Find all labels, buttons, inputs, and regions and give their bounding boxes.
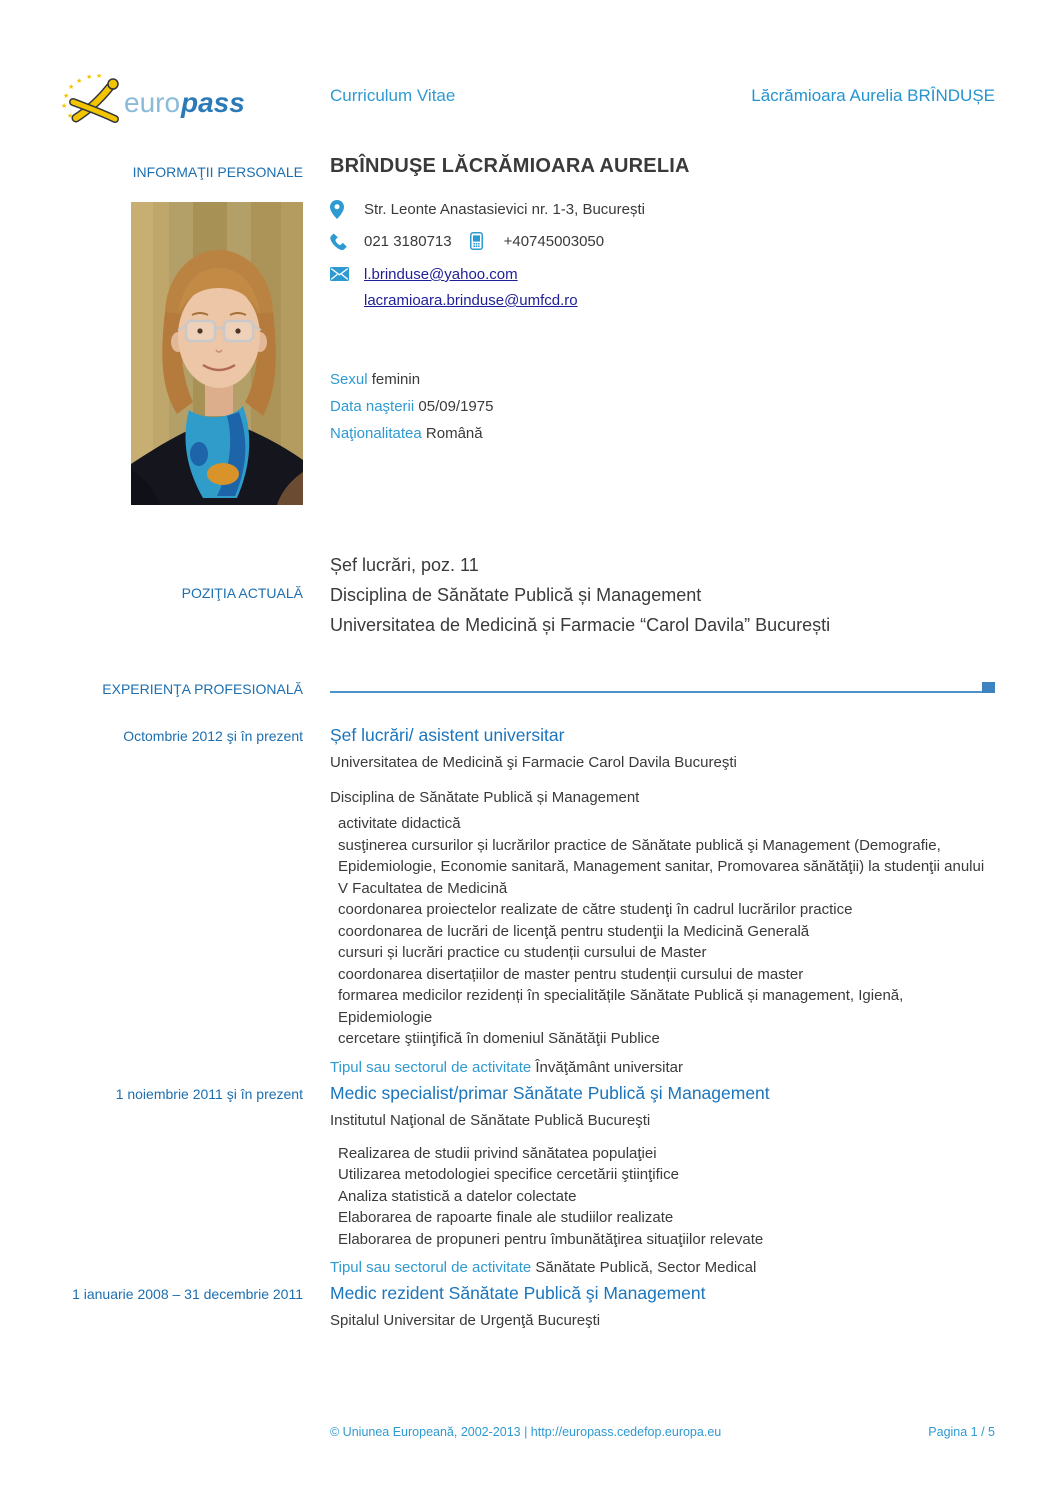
- entry-sector-row: [330, 1058, 995, 1078]
- responsibility-item: Elaborarea de propuneri pentru îmbunătăţirea situaţiilor relevate: [338, 1230, 764, 1248]
- responsibility-item: Realizarea de studii privind sănătatea populaţiei: [338, 1144, 657, 1162]
- svg-text:★: ★: [96, 74, 103, 80]
- entry-period: 1 noiembrie 2011 şi în prezent: [115, 1085, 303, 1102]
- profile-photo: [131, 202, 303, 505]
- personal-info-section: [60, 155, 995, 505]
- svg-text:euro: euro: [124, 87, 181, 118]
- svg-text:★: ★: [61, 102, 68, 110]
- experience-entry: [60, 1282, 995, 1331]
- current-position-line: Universitatea de Medicină și Farmacie “Carol Davila” București: [330, 615, 831, 635]
- email-row: [330, 262, 995, 314]
- responsibility-item: coordonarea disertațiilor de master pentru studenții cursului de master: [338, 965, 804, 983]
- entry-department: Disciplina de Sănătate Publică și Management: [330, 789, 640, 806]
- email-link-primary[interactable]: l.brinduse@yahoo.com: [364, 266, 518, 283]
- responsibility-item: formarea medicilor rezidenți în specialitățile Sănătate Publică și management, Igienă, Epidemiologie: [338, 987, 904, 1026]
- europass-logo-icon: [60, 74, 245, 126]
- nationality-row: [330, 420, 995, 447]
- email-icon: [330, 262, 364, 286]
- svg-text:★: ★: [76, 77, 83, 85]
- responsibility-item: coordonarea proiectelor realizate de către studenţi în cadrul lucrărilor practice: [338, 901, 853, 918]
- phone-text: 021 3180713: [364, 232, 452, 250]
- responsibility-item: cursuri și lucrări practice cu studenții cursului de Master: [338, 944, 707, 961]
- svg-text:★: ★: [63, 92, 70, 100]
- responsibility-item: susţinerea cursurilor și lucrărilor practice de Sănătate publică şi Management (Demografie, Epidemiologie, Economie sanitară, Management sanitar, Promovarea sănătăţii) la studenţii anului V Facultatea de Medicină: [338, 836, 985, 897]
- owner-name: Lăcrămioara Aurelia BRÎNDUȘE: [751, 86, 995, 105]
- svg-text:★: ★: [67, 112, 74, 120]
- cv-full-name: BRÎNDUŞE LĂCRĂMIOARA AURELIA: [330, 155, 690, 177]
- entry-period: 1 ianuarie 2008 – 31 decembrie 2011: [72, 1286, 303, 1302]
- svg-text:★: ★: [68, 83, 75, 91]
- experience-entry: [60, 1082, 995, 1283]
- experience-section-header: [60, 680, 995, 698]
- entry-employer: Spitalul Universitar de Urgenţă Bucureşti: [330, 1312, 601, 1329]
- entry-period: Octombrie 2012 şi în prezent: [123, 728, 303, 744]
- birthdate-label: Data naşterii: [330, 398, 415, 415]
- europass-logo: [60, 74, 303, 131]
- mobile-text: +40745003050: [503, 232, 605, 250]
- location-icon: [330, 200, 364, 219]
- entry-responsibilities: [330, 1143, 995, 1251]
- mobile-icon: [470, 232, 504, 250]
- experience-entry: [60, 724, 995, 1082]
- current-position-line: Șef lucrări, poz. 11: [330, 555, 479, 575]
- svg-text:★: ★: [86, 74, 93, 81]
- current-position-line: Disciplina de Sănătate Publică și Management: [330, 585, 702, 605]
- entry-employer: Institutul Naţional de Sănătate Publică Bucureşti: [330, 1111, 651, 1129]
- address-text: Str. Leonte Anastasievici nr. 1-3, București: [364, 200, 645, 218]
- sector-value: Sănătate Publică, Sector Medical: [535, 1259, 757, 1276]
- responsibility-item: Utilizarea metodologiei specifice cercetării ştiinţifice: [338, 1166, 679, 1183]
- responsibility-item: coordonarea de lucrări de licenţă pentru studenţii la Medicină Generală: [338, 922, 810, 940]
- sex-row: [330, 366, 995, 393]
- demographics-block: [330, 366, 995, 447]
- footer-copyright: © Uniunea Europeană, 2002-2013 | http://europass.cedefop.europa.eu: [330, 1425, 722, 1439]
- entry-job-title: Medic rezident Sănătate Publică şi Management: [330, 1283, 706, 1303]
- page-footer: [330, 1425, 995, 1439]
- phone-row: [330, 230, 995, 252]
- entry-job-title: Șef lucrări/ asistent universitar: [330, 725, 565, 745]
- current-position-section: [60, 550, 995, 640]
- phone-icon: [330, 233, 364, 250]
- page-header: [60, 74, 995, 131]
- section-label-experience: EXPERIENŢA PROFESIONALĂ: [102, 681, 303, 697]
- address-row: [330, 198, 995, 220]
- responsibility-item: Elaborarea de rapoarte finale ale studiilor realizate: [338, 1209, 674, 1226]
- entry-job-title: Medic specialist/primar Sănătate Publică şi Management: [330, 1082, 770, 1103]
- responsibility-item: activitate didactică: [338, 815, 461, 832]
- nationality-value: Română: [425, 425, 483, 442]
- sex-value: feminin: [371, 371, 421, 388]
- responsibility-item: Analiza statistică a datelor colectate: [338, 1187, 577, 1205]
- section-label-current-position: POZIŢIA ACTUALĂ: [181, 585, 303, 601]
- birthdate-row: [330, 393, 995, 420]
- document-type: Curriculum Vitae: [330, 86, 456, 105]
- birthdate-value: 05/09/1975: [418, 398, 494, 415]
- entry-employer: Universitatea de Medicină şi Farmacie Carol Davila Bucureşti: [330, 754, 737, 771]
- contact-block: [330, 198, 995, 314]
- entry-responsibilities: [330, 813, 995, 1050]
- email-link-secondary[interactable]: lacramioara.brinduse@umfcd.ro: [364, 292, 578, 309]
- section-rule-endcap: [982, 682, 995, 693]
- sector-value: Învăţământ universitar: [535, 1058, 683, 1076]
- entry-sector-row: [330, 1258, 995, 1278]
- footer-page-number: Pagina 1 / 5: [928, 1425, 995, 1439]
- section-label-personal: INFORMAŢII PERSONALE: [132, 164, 303, 180]
- svg-text:pass: pass: [181, 87, 245, 118]
- responsibility-item: cercetare ştiinţifică în domeniul Sănătăţii Publice: [338, 1030, 660, 1047]
- sector-label: Tipul sau sectorul de activitate: [330, 1058, 532, 1076]
- nationality-label: Naţionalitatea: [330, 425, 422, 442]
- sex-label: Sexul: [330, 371, 368, 388]
- sector-label: Tipul sau sectorul de activitate: [330, 1259, 532, 1276]
- section-rule: [330, 691, 982, 693]
